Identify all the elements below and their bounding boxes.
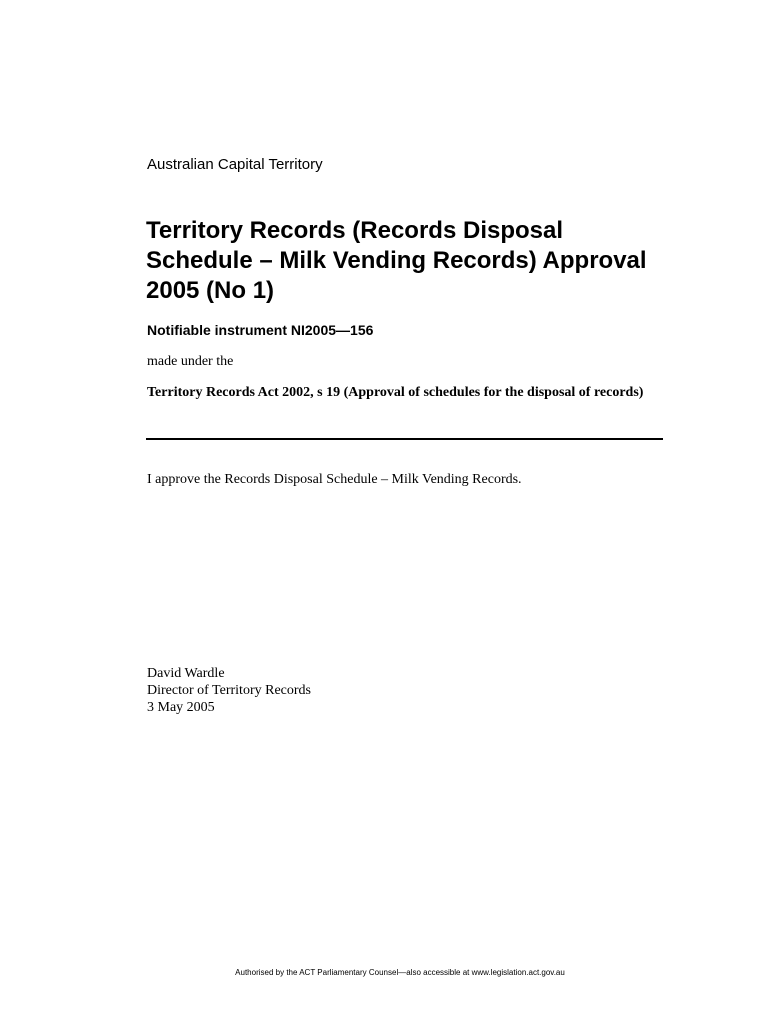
page-footer: Authorised by the ACT Parliamentary Counsel—also accessible at www.legislation.act.gov.au [235, 968, 565, 977]
signatory-name: David Wardle [147, 666, 225, 681]
signature-block [147, 665, 311, 716]
signatory-position: Director of Territory Records [147, 683, 311, 698]
approval-statement: I approve the Records Disposal Schedule – Milk Vending Records. [147, 472, 522, 487]
instrument-number: Notifiable instrument NI2005—156 [147, 322, 374, 338]
jurisdiction-heading: Australian Capital Territory [147, 156, 323, 173]
horizontal-divider [146, 438, 663, 440]
signature-date: 3 May 2005 [147, 700, 215, 715]
enabling-act: Territory Records Act 2002, s 19 (Approval of schedules for the disposal of records) [147, 385, 644, 400]
document-title: Territory Records (Records Disposal Schedule – Milk Vending Records) Approval 2005 (No 1) [146, 217, 647, 304]
made-under-text: made under the [147, 354, 234, 369]
